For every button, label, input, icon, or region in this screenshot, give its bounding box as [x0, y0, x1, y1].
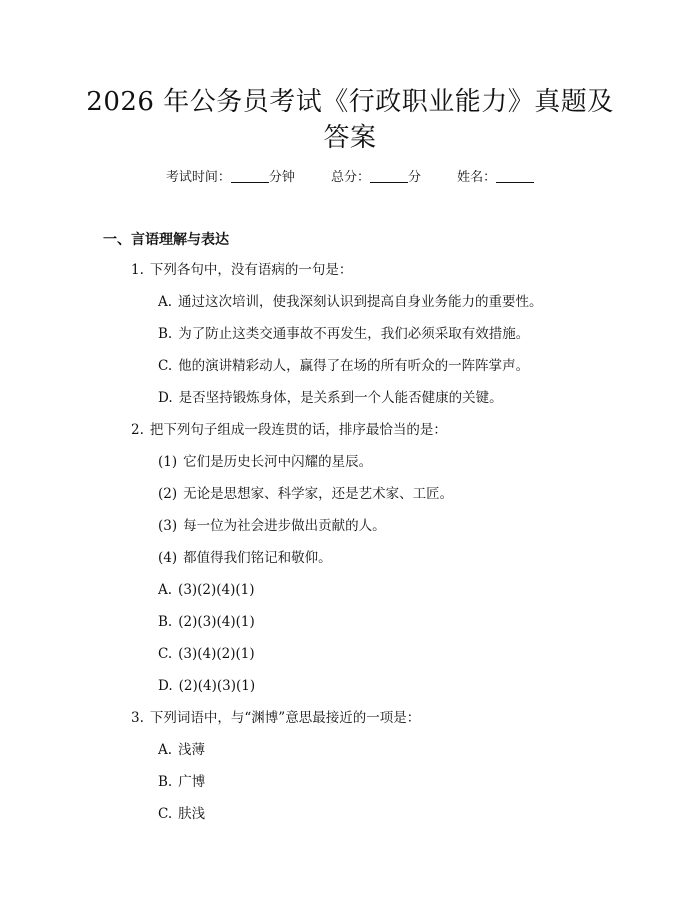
option-item [158, 580, 255, 600]
option-text: 通过这次培训，使我深刻认识到提高自身业务能力的重要性。 [178, 294, 543, 310]
total-score-unit: 分 [408, 170, 422, 185]
option-text: 为了防止这类交通事故不再发生，我们必须采取有效措施。 [178, 326, 530, 342]
exam-time-label: 考试时间： [165, 170, 231, 185]
option-item [158, 292, 543, 312]
option-text: 肤浅 [178, 806, 206, 822]
question-number: 1. [131, 262, 144, 278]
question-number: 2. [131, 422, 144, 438]
option-label: B. [158, 774, 173, 790]
question-1 [131, 260, 352, 280]
option-text: 是否坚持锻炼身体，是关系到一个人能否健康的关键。 [178, 390, 503, 406]
candidate-name-label: 姓名： [457, 170, 497, 185]
candidate-name-blank [496, 168, 534, 183]
option-label: D. [158, 390, 173, 406]
sentence-item [158, 452, 372, 472]
option-text: (3)(2)(4)(1) [178, 582, 255, 598]
option-label: C. [158, 806, 173, 822]
option-label: A. [158, 742, 173, 758]
option-item [158, 356, 529, 376]
option-text: 浅薄 [178, 742, 206, 758]
question-number: 3. [131, 710, 144, 726]
exam-time-unit: 分钟 [268, 170, 295, 185]
total-score [331, 168, 421, 188]
sentence-label: (3) [158, 518, 178, 534]
option-item [158, 324, 529, 344]
option-text: (2)(4)(3)(1) [178, 678, 256, 694]
option-item [158, 388, 503, 408]
sentence-text: 都值得我们铭记和敬仰。 [183, 550, 332, 566]
option-label: A. [158, 294, 173, 310]
sentence-item [158, 516, 386, 536]
section-heading: 一、言语理解与表达 [103, 232, 229, 248]
option-item [158, 612, 255, 632]
question-3 [131, 708, 420, 728]
candidate-name [457, 168, 534, 188]
option-item [158, 676, 255, 696]
sentence-item [158, 484, 453, 504]
option-text: 他的演讲精彩动人，赢得了在场的所有听众的一阵阵掌声。 [178, 358, 530, 374]
option-text: (3)(4)(2)(1) [178, 646, 255, 662]
option-label: A. [158, 582, 173, 598]
page-title-line-1: 2026 年公务员考试《行政职业能力》真题及 [86, 87, 614, 117]
question-2 [131, 420, 447, 440]
sentence-text: 每一位为社会进步做出贡献的人。 [183, 518, 386, 534]
option-label: B. [158, 614, 173, 630]
exam-info [0, 168, 700, 188]
question-text: 把下列句子组成一段连贯的话，排序最恰当的是： [149, 422, 447, 438]
option-label: D. [158, 678, 173, 694]
sentence-label: (1) [158, 454, 178, 470]
question-text: 下列词语中，与“渊博”意思最接近的一项是： [149, 710, 421, 726]
sentence-label: (2) [158, 486, 178, 502]
sentence-text: 无论是思想家、科学家，还是艺术家、工匠。 [183, 486, 454, 502]
option-item [158, 804, 205, 824]
total-score-blank [370, 168, 408, 183]
question-text: 下列各句中，没有语病的一句是： [149, 262, 353, 278]
option-item [158, 772, 205, 792]
total-score-label: 总分： [330, 170, 370, 185]
option-label: C. [158, 358, 173, 374]
option-item [158, 644, 255, 664]
option-item [158, 740, 205, 760]
option-text: 广博 [178, 774, 206, 790]
sentence-item [158, 548, 332, 568]
sentence-text: 它们是历史长河中闪耀的星辰。 [183, 454, 373, 470]
page-title-line-2: 答案 [323, 123, 377, 153]
option-label: C. [158, 646, 173, 662]
exam-time-blank [231, 168, 269, 183]
option-text: (2)(3)(4)(1) [178, 614, 255, 630]
option-label: B. [158, 326, 173, 342]
exam-time [166, 168, 295, 188]
sentence-label: (4) [158, 550, 178, 566]
